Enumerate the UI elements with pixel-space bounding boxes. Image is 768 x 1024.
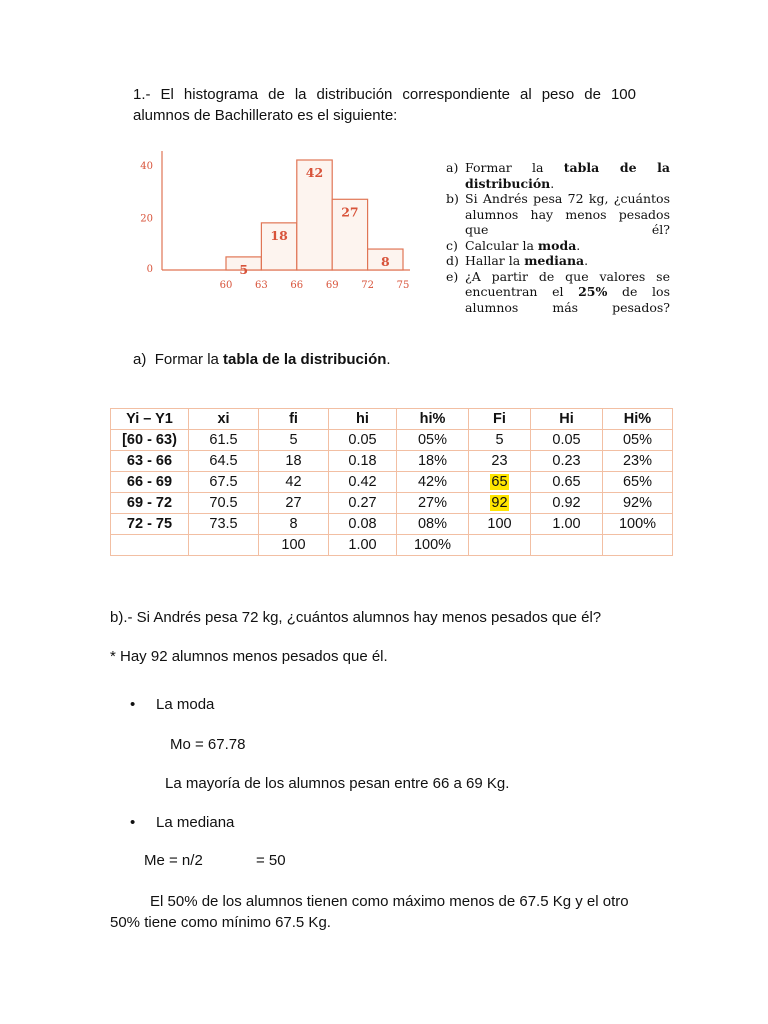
table-cell: 0.05 bbox=[329, 430, 397, 451]
table-cell: 63 - 66 bbox=[111, 451, 189, 472]
table-row bbox=[111, 535, 673, 556]
question-list bbox=[446, 160, 670, 315]
question-item bbox=[446, 238, 670, 254]
mediana-formula-right: = 50 bbox=[256, 852, 286, 869]
question-letter: a) bbox=[446, 160, 459, 175]
distribution-table bbox=[110, 408, 673, 556]
table-header-cell: hi bbox=[329, 409, 397, 430]
question-b: b).- Si Andrés pesa 72 kg, ¿cuántos alumnos hay menos pesados que él? bbox=[110, 609, 602, 626]
section-a-pre: Formar la bbox=[154, 351, 224, 368]
table-cell: 42 bbox=[259, 472, 329, 493]
table-cell: 18 bbox=[259, 451, 329, 472]
table-cell: 23 bbox=[469, 451, 531, 472]
question-text: Si Andrés pesa 72 kg, ¿cuántos alumnos hay menos pesados que él? bbox=[465, 191, 670, 237]
section-a-letter: a) bbox=[133, 351, 147, 368]
highlighted-value: 65 bbox=[491, 474, 508, 490]
x-tick-label: 66 bbox=[290, 280, 304, 291]
table-header-row bbox=[111, 409, 673, 430]
table-cell: 05% bbox=[397, 430, 469, 451]
question-bold: moda bbox=[537, 237, 577, 253]
table-row bbox=[111, 514, 673, 535]
table-cell: 05% bbox=[603, 430, 673, 451]
table-cell: 67.5 bbox=[189, 472, 259, 493]
table-header-cell: Fi bbox=[469, 409, 531, 430]
y-tick-label: 20 bbox=[140, 213, 153, 225]
question-bold: 25% bbox=[578, 284, 608, 299]
table-cell bbox=[531, 535, 603, 556]
mediana-formula-left: Me = n/2 bbox=[144, 852, 203, 869]
bar-data-label: 42 bbox=[305, 165, 324, 180]
question-letter: d) bbox=[446, 253, 459, 268]
table-cell: 100% bbox=[603, 514, 673, 535]
table-cell: 1.00 bbox=[329, 535, 397, 556]
table-cell: 100 bbox=[469, 514, 531, 535]
section-a-heading bbox=[133, 351, 391, 368]
question-item bbox=[446, 160, 670, 191]
table-cell: 0.65 bbox=[531, 472, 603, 493]
intro-line-1: 1.- El histograma de la distribución correspondiente al peso de 100 bbox=[133, 86, 636, 103]
question-text: Hallar la mediana. bbox=[465, 253, 589, 268]
table-header-cell: Hi bbox=[531, 409, 603, 430]
y-tick-label: 0 bbox=[146, 264, 153, 275]
y-tick-label: 40 bbox=[140, 161, 153, 173]
bullet-dot: • bbox=[130, 814, 136, 831]
table-cell: 0.23 bbox=[531, 451, 603, 472]
highlighted-value: 92 bbox=[491, 495, 508, 511]
table-cell: 0.42 bbox=[329, 472, 397, 493]
x-tick-label: 60 bbox=[219, 280, 233, 291]
table-cell: 23% bbox=[603, 451, 673, 472]
table-body bbox=[111, 430, 673, 556]
bar-data-label: 5 bbox=[239, 261, 249, 277]
x-tick-label: 63 bbox=[255, 280, 268, 291]
answer-b: * Hay 92 alumnos menos pesados que él. bbox=[110, 648, 388, 665]
section-a-post: . bbox=[386, 351, 391, 368]
table-cell: 42% bbox=[397, 472, 469, 493]
intro-line-2: alumnos de Bachillerato es el siguiente: bbox=[133, 107, 398, 124]
table-cell: 0.18 bbox=[329, 451, 397, 472]
table-cell: 73.5 bbox=[189, 514, 259, 535]
x-tick-label: 75 bbox=[396, 280, 410, 291]
table-header-cell: xi bbox=[189, 409, 259, 430]
bar-data-label: 8 bbox=[380, 254, 390, 270]
question-letter: c) bbox=[446, 237, 458, 253]
question-text: Calcular la moda. bbox=[465, 237, 581, 253]
table-cell: 0.27 bbox=[329, 493, 397, 514]
table-cell bbox=[469, 472, 531, 493]
bar-data-label: 27 bbox=[341, 204, 359, 220]
bullet-moda bbox=[130, 696, 214, 713]
question-letter: b) bbox=[446, 191, 459, 206]
question-bold: tabla de la distribución bbox=[465, 160, 670, 191]
table-row bbox=[111, 472, 673, 493]
intro-paragraph bbox=[133, 84, 636, 126]
table-row bbox=[111, 430, 673, 451]
table-cell: 8 bbox=[259, 514, 329, 535]
moda-value: Mo = 67.78 bbox=[170, 736, 246, 753]
table-cell bbox=[603, 535, 673, 556]
histogram-chart bbox=[128, 143, 418, 295]
table-cell bbox=[469, 493, 531, 514]
question-text: Formar la tabla de la distribución. bbox=[465, 160, 670, 191]
table-cell: 27% bbox=[397, 493, 469, 514]
bullet-dot: • bbox=[130, 696, 136, 713]
question-text: ¿A partir de que valores se encuentran el 25% de los alumnos más pesados? bbox=[465, 268, 670, 315]
question-letter: e) bbox=[446, 268, 459, 284]
table-cell: 72 - 75 bbox=[111, 514, 189, 535]
table-cell: 27 bbox=[259, 493, 329, 514]
moda-text: La mayoría de los alumnos pesan entre 66 a 69 Kg. bbox=[165, 775, 510, 792]
table-cell: 100 bbox=[259, 535, 329, 556]
table-header-cell: fi bbox=[259, 409, 329, 430]
question-item bbox=[446, 269, 670, 316]
question-bold: mediana bbox=[524, 253, 585, 268]
table-header-cell: hi% bbox=[397, 409, 469, 430]
x-tick-label: 69 bbox=[325, 280, 339, 291]
table-cell: 0.08 bbox=[329, 514, 397, 535]
table-row bbox=[111, 493, 673, 514]
table-header-cell: Hi% bbox=[603, 409, 673, 430]
table-cell: 5 bbox=[469, 430, 531, 451]
bullet-mediana bbox=[130, 814, 234, 831]
moda-title: La moda bbox=[156, 696, 215, 713]
table-cell: 69 - 72 bbox=[111, 493, 189, 514]
table-cell: 1.00 bbox=[531, 514, 603, 535]
section-a-bold: tabla de la distribución bbox=[223, 351, 387, 368]
table-cell: 65% bbox=[603, 472, 673, 493]
table-cell bbox=[111, 535, 189, 556]
table-cell bbox=[189, 535, 259, 556]
question-item bbox=[446, 253, 670, 269]
table-cell: 5 bbox=[259, 430, 329, 451]
table-cell: 66 - 69 bbox=[111, 472, 189, 493]
table-cell: 92% bbox=[603, 493, 673, 514]
mediana-text: El 50% de los alumnos tienen como máximo menos de 67.5 Kg y el otro 50% tiene como mínimo 67.5 Kg. bbox=[110, 893, 629, 931]
mediana-title: La mediana bbox=[156, 814, 235, 831]
table-cell: 08% bbox=[397, 514, 469, 535]
table-cell bbox=[469, 535, 531, 556]
x-tick-label: 72 bbox=[361, 280, 374, 291]
question-item bbox=[446, 191, 670, 238]
bar-data-label: 18 bbox=[270, 227, 288, 243]
table-cell: 100% bbox=[397, 535, 469, 556]
table-cell: 70.5 bbox=[189, 493, 259, 514]
table-cell: 0.05 bbox=[531, 430, 603, 451]
table-cell: 18% bbox=[397, 451, 469, 472]
table-cell: 0.92 bbox=[531, 493, 603, 514]
table-row bbox=[111, 451, 673, 472]
table-cell: 64.5 bbox=[189, 451, 259, 472]
table-header-cell: Yi – Y1 bbox=[111, 409, 189, 430]
table-cell: 61.5 bbox=[189, 430, 259, 451]
table-cell: [60 - 63) bbox=[111, 430, 189, 451]
